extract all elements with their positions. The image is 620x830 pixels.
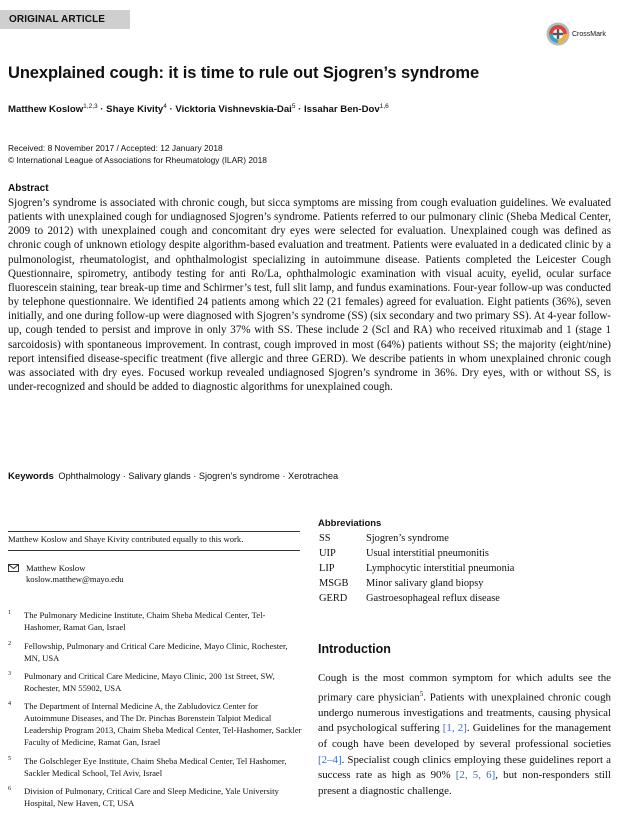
- abbreviation-row: [319, 578, 483, 589]
- crossmark-label: CrossMark: [572, 30, 606, 38]
- affiliation-text: Pulmonary and Critical Care Medicine, Mayo Clinic, 200 1st Street, SW, Rochester, MN 55902, USA: [24, 671, 275, 694]
- author-name[interactable]: Matthew Koslow: [8, 104, 84, 116]
- citation-link[interactable]: [1, 2]: [442, 722, 467, 735]
- received-accepted: Received: 8 November 2017 / Accepted: 12 January 2018: [8, 143, 223, 153]
- abbreviation-definition: Sjogren’s syndrome: [366, 533, 449, 544]
- abbreviations-heading: Abbreviations: [318, 518, 382, 529]
- abbreviation-row: [319, 548, 489, 559]
- intro-text-run: , but non-responders still present a diagnostic challenge.: [318, 769, 611, 797]
- keywords: [8, 471, 611, 482]
- abbreviation-term: LIP: [319, 563, 335, 574]
- author-name[interactable]: Shaye Kivity: [106, 104, 164, 116]
- affiliation-number: 5: [8, 755, 12, 762]
- citation-sup[interactable]: 5: [419, 689, 424, 698]
- correspondence-name: Matthew Koslow: [26, 563, 86, 573]
- abstract-heading: Abstract: [8, 183, 49, 194]
- envelope-icon: [8, 564, 19, 572]
- copyright: © International League of Associations for Rheumatology (ILAR) 2018: [8, 155, 267, 165]
- affiliation-number: 6: [8, 785, 12, 792]
- intro-text-run: Cough is the most common symptom for which adults see the primary care physician: [318, 672, 611, 704]
- introduction-heading: Introduction: [318, 642, 391, 656]
- abstract-text: Sjogren’s syndrome is associated with chronic cough, but sicca symptoms are missing from cough evaluation guidelines. We evaluated patients with unexplained cough for undiagnosed Sjogren’s syndrome. Patients referred to our pulmonary clinic (Sheba Medical Center, 2009 to 2012) with unexplained cough and concomitant dry eyes were selected for evaluation. Unexplained cough was defined as chronic cough of unknown etiology despite algorithm-based evaluation and treatment. Patients were evaluated in a dedicated clinic by a pulmonologist, rheumatologist, and ophthalmologist specializing in autoimmune disease. Patients completed the Leicester Cough Questionnaire, spirometry, antibody testing for anti Ro/La, ophthalmologic examination with visual acuity, eyelid, ocular surface fluorescein staining, tear break-up time and Schirmer’s test, full slit lamp, and fundus examinations. Four-year follow-up was conducted by telephone questionnaire. We identified 24 patients among which 22 (21 females) agreed for evaluation. Eight patients (36%), seven initially, and one during follow-up were diagnosed with Sjogren’s syndrome (SS) (six secondary and two primary SS). At 4-year follow-up, cough tended to persist and improve in only 37% with SS. These include 2 (Scl and RA) who received rituximab and 1 (stage 1 sarcoidosis) with spontaneous improvement. In contrast, cough improved in most (64%) patients without SS; the majority (eight/nine) report intensified disease-specific treatment (five allergic and three GERD). We describe patients in whom unexplained chronic cough was associated with dry eyes. Focused workup revealed undiagnosed Sjogren’s syndrome in 36%. Dry eyes, with or without SS, is under-recognized and should be added to diagnostic algorithms for unexplained cough.: [8, 197, 611, 394]
- abbreviation-term: UIP: [319, 548, 336, 559]
- author-separator: ·: [169, 104, 173, 116]
- abbreviation-definition: Minor salivary gland biopsy: [366, 578, 484, 589]
- affiliation-number: 1: [8, 609, 12, 616]
- keywords-text: Ophthalmology · Salivary glands · Sjogren’s syndrome · Xerotrachea: [58, 471, 339, 481]
- section-badge: ORIGINAL ARTICLE: [0, 10, 130, 29]
- affiliation-text: The Pulmonary Medicine Institute, Chaim Sheba Medical Center, Tel-Hashomer, Ramat Gan, Israel: [24, 610, 266, 633]
- abbreviation-term: SS: [319, 533, 331, 544]
- author-affiliation-sup: 1,2,3: [83, 103, 98, 110]
- author-name[interactable]: Issahar Ben-Dov: [304, 104, 380, 116]
- author-separator: ·: [298, 104, 302, 116]
- affiliation-text: Division of Pulmonary, Critical Care and Sleep Medicine, Yale University Hospital, New Haven, CT, USA: [24, 786, 279, 809]
- contribution-note: Matthew Koslow and Shaye Kivity contributed equally to this work.: [8, 534, 244, 544]
- footnote-divider: [8, 550, 300, 551]
- abbreviation-definition: Usual interstitial pneumonitis: [366, 548, 489, 559]
- abbreviation-term: GERD: [319, 593, 348, 604]
- author-list: [8, 103, 613, 115]
- affiliation-text: Fellowship, Pulmonary and Critical Care Medicine, Mayo Clinic, Rochester, MN, USA: [24, 641, 288, 664]
- author-affiliation-sup: 4: [163, 103, 167, 110]
- affiliation-number: 2: [8, 640, 12, 647]
- affiliation-text: The Golschleger Eye Institute, Chaim Sheba Medical Center, Tel Hashomer, Sackler Medical School, Tel Aviv, Israel: [24, 756, 287, 779]
- abbreviation-row: [319, 533, 449, 544]
- footnote-divider: [8, 531, 300, 532]
- affiliation-number: 3: [8, 670, 12, 677]
- intro-text-run: . Guidelines for the management of cough have been developed by several professional societies: [318, 722, 611, 750]
- abbreviation-row: [319, 563, 514, 574]
- keywords-label: Keywords: [8, 471, 54, 482]
- abbreviation-definition: Lymphocytic interstitial pneumonia: [366, 563, 515, 574]
- abbreviation-definition: Gastroesophageal reflux disease: [366, 593, 500, 604]
- citation-link[interactable]: [2–4]: [318, 753, 342, 766]
- crossmark-badge[interactable]: [546, 22, 606, 46]
- abbreviation-row: [319, 593, 500, 604]
- introduction-text: [318, 671, 611, 799]
- author-affiliation-sup: 5: [291, 103, 296, 110]
- affiliation-text: The Department of Internal Medicine A, the Zabludovicz Center for Autoimmune Diseases, and The Dr. Pinchas Borenstein Talpiot Medical Leadership Program 2013, Chaim Sheba Medical Center, Tel-Hashomer, Sackler Faculty of Medicine, Ramat Gan, Israel: [24, 701, 302, 748]
- abbreviation-term: MSGB: [319, 578, 349, 589]
- intro-text-run: . Patients with unexplained chronic cough undergo numerous investigations and treatments, causing physical and psychological suffering: [318, 691, 611, 735]
- crossmark-icon: [546, 22, 570, 46]
- affiliation-number: 4: [8, 700, 12, 707]
- article-title: Unexplained cough: it is time to rule out Sjogren’s syndrome: [8, 64, 480, 82]
- author-affiliation-sup: 1,6: [379, 103, 389, 110]
- author-name[interactable]: Vicktoria Vishnevskia-Dai: [175, 104, 292, 116]
- article-dates: [8, 142, 608, 166]
- correspondence-email[interactable]: koslow.matthew@mayo.edu: [26, 574, 124, 584]
- author-separator: ·: [100, 104, 104, 116]
- intro-text-run: . Specialist cough clinics employing these guidelines report a success rate as high as 90%: [318, 753, 611, 782]
- citation-link[interactable]: [2, 5, 6]: [455, 769, 496, 782]
